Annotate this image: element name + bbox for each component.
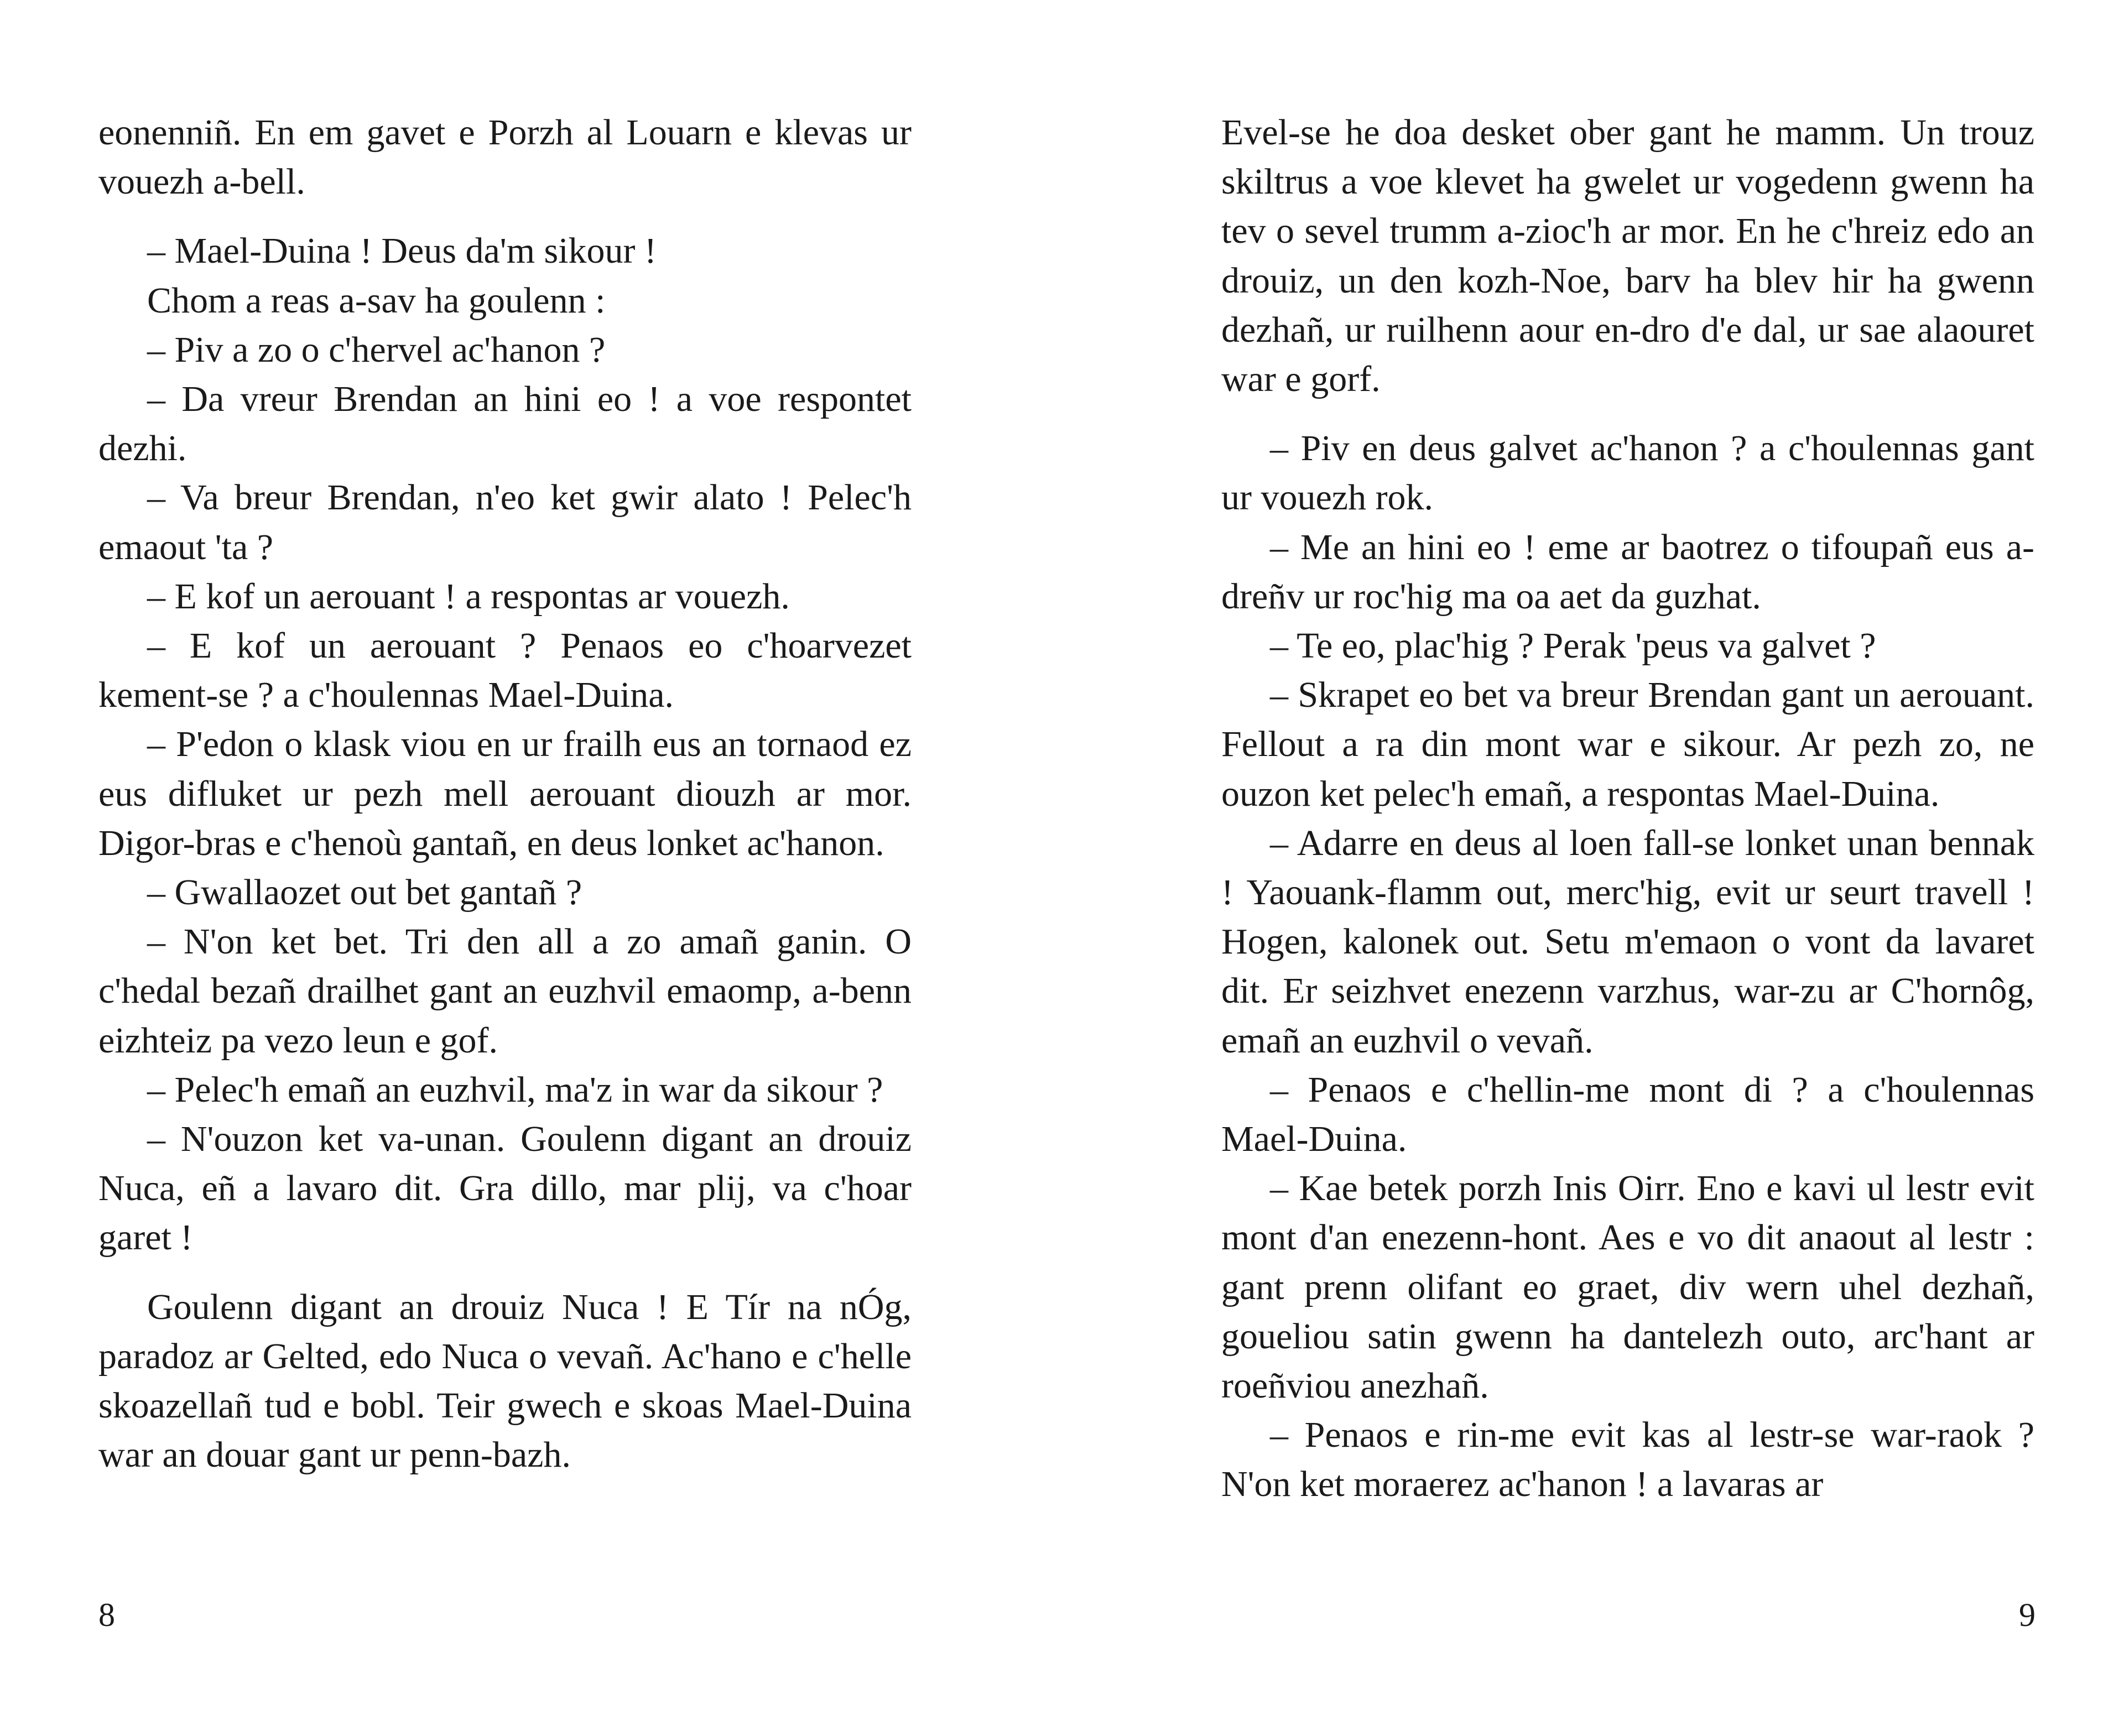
paragraph: – Gwallaozet out bet gantañ ? bbox=[147, 872, 582, 913]
paragraph: – E kof un aerouant ? Penaos eo c'hoarvezet kement-se ? a c'houlennas Mael-Duina. bbox=[98, 625, 912, 716]
paragraph: – Va breur Brendan, n'eo ket gwir alato ! Pelec'h emaout 'ta ? bbox=[98, 477, 912, 567]
paragraph: – Me an hini eo ! eme ar baotrez o tifoupañ eus a-dreñv ur roc'hig ma oa aet da guzhat. bbox=[1221, 526, 2034, 617]
paragraph: – N'on ket bet. Tri den all a zo amañ ganin. O c'hedal bezañ drailhet gant an euzhvil emaomp, a-benn eizhteiz pa vezo leun e gof. bbox=[98, 921, 912, 1061]
paragraph: – P'edon o klask viou en ur frailh eus an tornaod ez eus difluket ur pezh mell aerouant diouzh ar mor. Digor-bras e c'henoù gantañ, en deus lonket ac'hanon. bbox=[98, 724, 912, 863]
paragraph: – E kof un aerouant ! a respontas ar vouezh. bbox=[147, 576, 790, 617]
paragraph: – Mael-Duina ! Deus da'm sikour ! bbox=[147, 231, 657, 272]
left-page-number: 8 bbox=[98, 1597, 115, 1633]
paragraph: – Penaos e rin-me evit kas al lestr-se war-raok ? N'on ket moraerez ac'hanon ! a lavaras ar bbox=[1221, 1415, 2034, 1505]
paragraph: – Piv a zo o c'hervel ac'hanon ? bbox=[147, 329, 606, 370]
paragraph: – N'ouzon ket va-unan. Goulenn digant an drouiz Nuca, eñ a lavaro dit. Gra dillo, mar plij, va c'hoar garet ! bbox=[98, 1119, 912, 1258]
paragraph: – Piv en deus galvet ac'hanon ? a c'houlennas gant ur vouezh rok. bbox=[1221, 428, 2034, 518]
right-page-text bbox=[1221, 108, 2034, 1509]
paragraph: – Skrapet eo bet va breur Brendan gant un aerouant. Fellout a ra din mont war e sikour. Ar pezh zo, ne ouzon ket pelec'h emañ, a respontas Mael-Duina. bbox=[1221, 675, 2034, 814]
paragraph: – Kae betek porzh Inis Oirr. Eno e kavi ul lestr evit mont d'an enezenn-hont. Aes e vo dit anaout al lestr : gant prenn olifant eo graet, div wern uhel dezhañ, goueliou satin gwenn ha dantelezh outo, arc'hant ar roeñviou anezhañ. bbox=[1221, 1168, 2034, 1406]
paragraph: Goulenn digant an drouiz Nuca ! E Tír na nÓg, paradoz ar Gelted, edo Nuca o vevañ. Ac'hano e c'helle skoazellañ tud e bobl. Teir gwech e skoas Mael-Duina war an douar gant ur penn-bazh. bbox=[98, 1286, 912, 1476]
right-page-number: 9 bbox=[2019, 1597, 2036, 1633]
paragraph: – Pelec'h emañ an euzhvil, ma'z in war da sikour ? bbox=[147, 1069, 883, 1110]
paragraph: eonenniñ. En em gavet e Porzh al Louarn e klevas ur vouezh a-bell. bbox=[98, 112, 912, 202]
paragraph: – Te eo, plac'hig ? Perak 'peus va galvet ? bbox=[1270, 625, 1876, 666]
left-page-text bbox=[98, 108, 912, 1479]
paragraph: – Adarre en deus al loen fall-se lonket unan bennak ! Yaouank-flamm out, merc'hig, evit ur seurt travell ! Hogen, kalonek out. Setu m'emaon o vont da lavaret dit. Er seizhvet enezenn varzhus, war-zu ar C'hornôg, emañ an euzhvil o vevañ. bbox=[1221, 822, 2034, 1061]
paragraph: – Da vreur Brendan an hini eo ! a voe respontet dezhi. bbox=[98, 379, 912, 469]
paragraph: – Penaos e c'hellin-me mont di ? a c'houlennas Mael-Duina. bbox=[1221, 1069, 2034, 1160]
paragraph: Chom a reas a-sav ha goulenn : bbox=[147, 280, 606, 321]
paragraph: Evel-se he doa desket ober gant he mamm. Un trouz skiltrus a voe klevet ha gwelet ur vogedenn gwenn ha tev o sevel trumm a-zioc'h ar mor. En he c'hreiz edo an drouiz, un den kozh-Noe, barv ha blev hir ha gwenn dezhañ, ur ruilhenn aour en-dro d'e dal, ur sae alaouret war e gorf. bbox=[1221, 112, 2034, 400]
